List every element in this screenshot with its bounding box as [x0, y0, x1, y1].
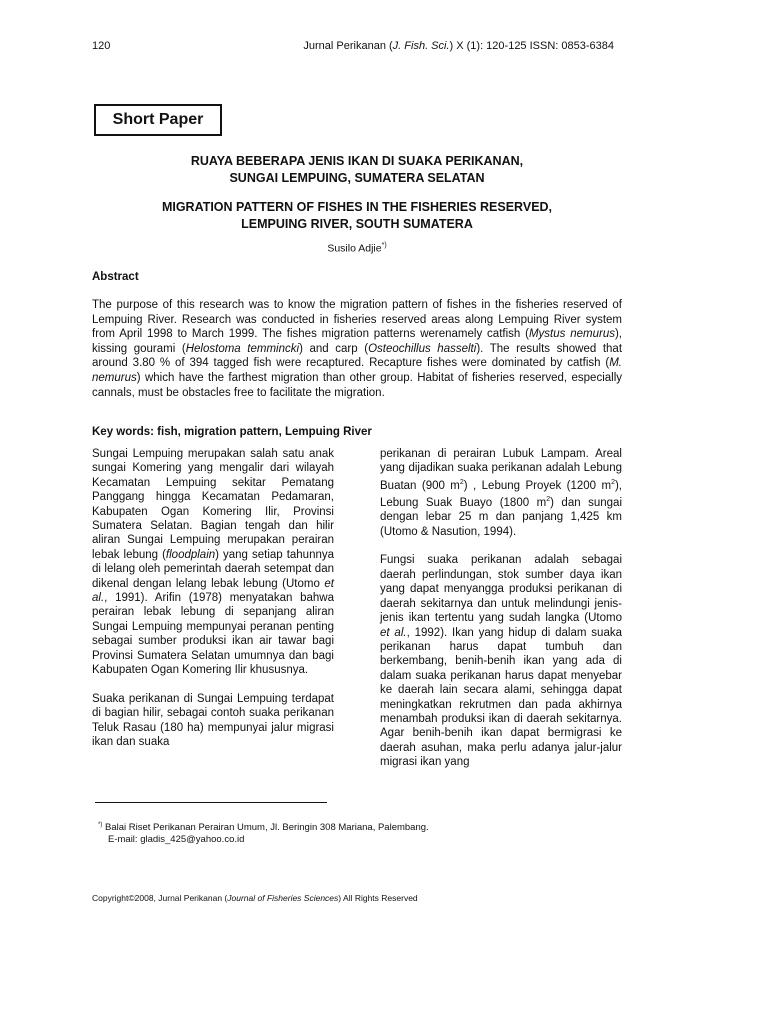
footnote-rule [95, 802, 327, 803]
copyright [92, 893, 418, 903]
page-number: 120 [92, 40, 111, 52]
species-name: Osteochillus hasselti [368, 342, 477, 355]
italic-term: floodplain [165, 548, 216, 561]
body-paragraph: Suaka perikanan di Sungai Lempuing terdapat di bagian hilir, sebagai contoh suaka perikanan Teluk Rasau (180 ha) mempunyai jalur migrasi ikan dan suaka [92, 692, 334, 749]
journal-suffix: ) X (1): 120-125 ISSN: 0853-6384 [449, 40, 614, 52]
body-paragraph [380, 553, 622, 769]
body-text-segment: perikanan di perairan Lubuk Lampam. Areal yang dijadikan suaka perikanan adalah Lebung Buatan (900 m [380, 448, 622, 492]
footnote-mark: *) [98, 822, 103, 828]
copyright-suffix: ) All Rights Reserved [338, 893, 418, 903]
copyright-prefix: Copyright©2008, Jurnal Perikanan ( [92, 893, 228, 903]
body-text-segment: , 1992). Ikan yang hidup di dalam suaka perikanan harus dapat tumbuh dan berkembang, benih-benih ikan yang ada di dalam suaka perikanan harus dapat menyebar ke daerah lain secara alami, sehingga dapat meningkatkan rekrutmen dan pada akhirnya menambah produksi ikan di daerah sekitarnya. Agar benih-benih ikan dapat bermigrasi ke daerah asuhan, maka perlu adanya jalur-jalur migrasi ikan yang [380, 626, 622, 769]
section-label-box [94, 104, 222, 136]
footnote [98, 819, 429, 846]
section-label: Short Paper [112, 111, 204, 128]
body-column-right [380, 447, 622, 784]
species-name: M. nemurus [92, 357, 622, 384]
superscript: 2 [546, 496, 551, 504]
italic-term: et al. [380, 626, 407, 639]
body-paragraph [380, 447, 622, 539]
body-paragraph [92, 447, 334, 678]
title-indonesian-line-1: RUAYA BEBERAPA JENIS IKAN DI SUAKA PERIKANAN, [190, 154, 524, 168]
title-english-line-2: LEMPUING RIVER, SOUTH SUMATERA [241, 217, 473, 231]
body-text-segment: , 1991). Arifin (1978) menyatakan bahwa perairan lebak lebung di sepanjang aliran Sungai Lempuing mempunyai peranan penting sebagai sumber produksi ikan air tawar bagi Provinsi Sumatera Selatan umumnya dan bagi Kabupaten Ogan Komering Ilir khususnya. [92, 592, 334, 677]
abstract-text-segment: ) and carp ( [299, 342, 369, 355]
journal-prefix: Jurnal Perikanan ( [303, 40, 393, 52]
superscript: 2 [459, 478, 464, 486]
title-english-line-1: MIGRATION PATTERN OF FISHES IN THE FISHERIES RESERVED, [161, 200, 553, 214]
superscript: 2 [611, 478, 615, 486]
footnote-affiliation: Balai Riset Perikanan Perairan Umum, Jl. Beringin 308 Mariana, Palembang. [102, 822, 429, 834]
footnote-line-2: E-mail: gladis_425@yahoo.co.id [108, 834, 245, 846]
title-indonesian-line-2: SUNGAI LEMPUING, SUMATERA SELATAN [229, 171, 485, 185]
body-column-left [92, 447, 334, 764]
species-name: Helostoma temmincki [185, 342, 300, 355]
abstract-text-segment: ), kissing gourami ( [92, 328, 622, 355]
journal-abbrev: J. Fish. Sci. [392, 40, 450, 52]
body-text-segment: ) , Lebung Proyek (1200 m [463, 479, 612, 492]
body-text-segment: Sungai Lempuing merupakan salah satu anak sungai Komering yang mengalir dari wilayah Kecamatan Lempuing sekitar Pematang Panggang hingga Kecamatan Pedamaran, Kabupaten Ogan Komering Ilir, Provinsi Sumatera Selatan. Bagian tengah dan hilir aliran Sungai Lempuing merupakan perairan lebak lebung ( [92, 448, 334, 561]
body-text-segment: ), Lebung Suak Buayo (1800 m [380, 479, 622, 509]
title-english [92, 199, 622, 233]
italic-term: et al. [92, 577, 334, 605]
keywords: Key words: fish, migration pattern, Lempuing River [92, 426, 372, 438]
footnote-line-1 [98, 819, 429, 834]
abstract-text-segment: The purpose of this research was to know the migration pattern of fishes in the fisheries reserved of Lempuing River. Research was conducted in fisheries reserved areas along Lempuing River system from April 1998 to March 1999. The fishes migration patterns werenamely catfish ( [92, 299, 622, 341]
body-text-segment: ) dan sungai dengan lebar 25 m dan panjang 1,425 km (Utomo & Nasution, 1994). [380, 496, 622, 538]
abstract-heading: Abstract [92, 271, 139, 283]
abstract-text-segment: ) which have the farthest migration than other group. Habitat of fisheries reserved, especially cannals, must be obstacles free to facilitate the migration. [92, 371, 622, 399]
title-indonesian [92, 153, 622, 187]
body-text-segment: Fungsi suaka perikanan adalah sebagai daerah perlindungan, stok sumber daya ikan yang dapat menyangga produksi perikanan di daerah sekitarnya dan untuk melindungi jenis-jenis ikan tertentu yang sudah langka (Utomo [380, 554, 622, 625]
author-affiliation-mark: *) [381, 242, 387, 249]
body-text-segment: ) yang setiap tahunnya di lelang oleh pemerintah daerah setempat dan dikenal dengan lelang lebak lebung (Utomo [92, 548, 335, 590]
journal-citation [303, 40, 614, 52]
author [92, 242, 622, 255]
abstract-text-segment: ). The results showed that around 3.80 % of 394 tagged fish were recaptured. Recapture fishes were dominated by catfish ( [92, 342, 623, 370]
copyright-journal: Journal of Fisheries Sciences [227, 893, 339, 903]
author-name: Susilo Adjie [327, 242, 382, 255]
species-name: Mystus nemurus [528, 328, 615, 341]
abstract-text [92, 298, 622, 400]
